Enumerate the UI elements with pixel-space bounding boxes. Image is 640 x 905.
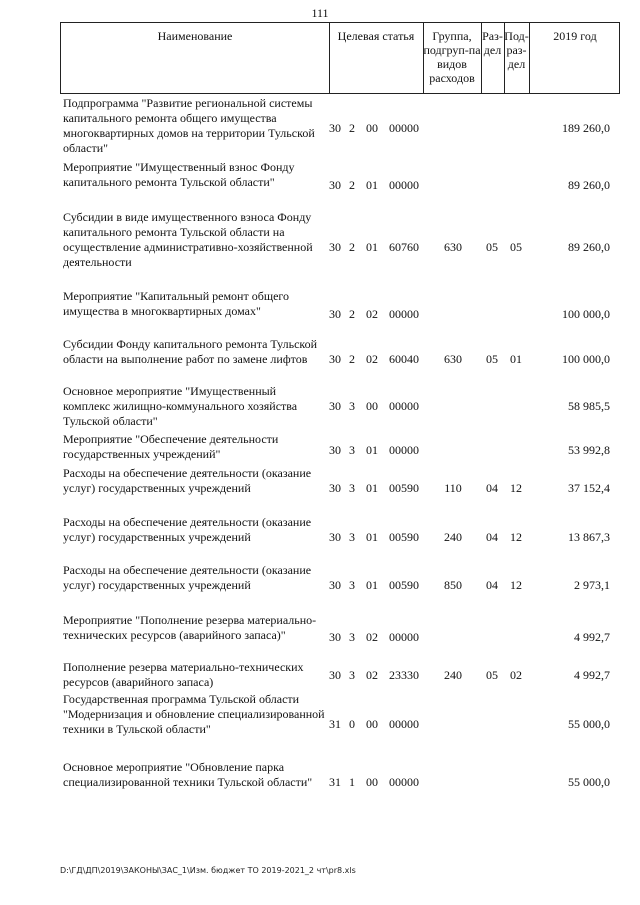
amount-2019: 189 260,0 [562, 121, 610, 135]
target-event-code: 00 [366, 399, 378, 413]
target-direction-code: 00000 [389, 307, 419, 321]
target-program-code: 30 [329, 121, 341, 135]
section-code: 05 [486, 668, 498, 682]
target-subprogram-code: 2 [349, 121, 355, 135]
header-section: Раз-дел [482, 29, 503, 57]
row-name: Подпрограмма "Развитие региональной системы капитального ремонта общего имущества многоквартирных домов на территории Тульской области" [63, 96, 315, 155]
target-event-code: 02 [366, 630, 378, 644]
target-event-code: 00 [366, 775, 378, 789]
target-subprogram-code: 3 [349, 530, 355, 544]
subsection-code: 12 [510, 481, 522, 495]
target-event-code: 01 [366, 178, 378, 192]
expense-group: 630 [444, 352, 462, 366]
section-code: 04 [486, 578, 498, 592]
target-subprogram-code: 3 [349, 443, 355, 457]
target-program-code: 31 [329, 775, 341, 789]
amount-2019: 100 000,0 [562, 307, 610, 321]
header-target-article: Целевая статья [337, 29, 415, 43]
target-subprogram-code: 3 [349, 481, 355, 495]
target-subprogram-code: 3 [349, 578, 355, 592]
target-program-code: 30 [329, 178, 341, 192]
target-subprogram-code: 2 [349, 178, 355, 192]
target-program-code: 30 [329, 578, 341, 592]
file-path-footer: D:\ГД\ДП\2019\ЗАКОНЫ\ЗАС_1\Изм. бюджет ТО 2019-2021_2 чт\pr8.xls [60, 866, 356, 875]
target-direction-code: 00000 [389, 443, 419, 457]
row-name: Мероприятие "Имущественный взнос Фонду капитального ремонта Тульской области" [63, 160, 295, 189]
target-direction-code: 60760 [389, 240, 419, 254]
target-event-code: 01 [366, 240, 378, 254]
expense-group: 240 [444, 668, 462, 682]
target-subprogram-code: 2 [349, 307, 355, 321]
target-subprogram-code: 2 [349, 240, 355, 254]
header-subsection: Под-раз-дел [504, 29, 529, 71]
target-event-code: 01 [366, 481, 378, 495]
section-code: 04 [486, 530, 498, 544]
expense-group: 110 [444, 481, 462, 495]
section-code: 04 [486, 481, 498, 495]
target-event-code: 02 [366, 352, 378, 366]
header-expense-group: Группа, подгруп-па видов расходов [423, 29, 481, 85]
target-event-code: 02 [366, 307, 378, 321]
row-name: Мероприятие "Пополнение резерва материально-технических ресурсов (аварийного запаса)" [63, 613, 317, 642]
row-name: Основное мероприятие "Обновление парка специализированной техники Тульской области" [63, 760, 313, 789]
target-program-code: 30 [329, 630, 341, 644]
target-direction-code: 00590 [389, 481, 419, 495]
subsection-code: 01 [510, 352, 522, 366]
target-subprogram-code: 3 [349, 630, 355, 644]
amount-2019: 4 992,7 [574, 668, 610, 682]
amount-2019: 89 260,0 [568, 178, 610, 192]
row-name: Субсидии Фонду капитального ремонта Тульской области на выполнение работ по замене лифтов [63, 337, 318, 366]
amount-2019: 55 000,0 [568, 775, 610, 789]
target-program-code: 30 [329, 307, 341, 321]
row-name: Мероприятие "Обеспечение деятельности государственных учреждений" [63, 432, 279, 461]
expense-group: 240 [444, 530, 462, 544]
target-subprogram-code: 2 [349, 352, 355, 366]
target-event-code: 01 [366, 578, 378, 592]
target-direction-code: 00590 [389, 578, 419, 592]
row-name: Пополнение резерва материально-технических ресурсов (аварийного запаса) [63, 660, 304, 689]
amount-2019: 37 152,4 [568, 481, 610, 495]
subsection-code: 12 [510, 530, 522, 544]
target-event-code: 01 [366, 443, 378, 457]
target-direction-code: 00000 [389, 399, 419, 413]
amount-2019: 13 867,3 [568, 530, 610, 544]
amount-2019: 55 000,0 [568, 717, 610, 731]
row-name: Мероприятие "Капитальный ремонт общего имущества в многоквартирных домах" [63, 289, 290, 318]
row-name: Государственная программа Тульской области "Модернизация и обновление специализированной техники в Тульской области" [63, 692, 325, 736]
section-code: 05 [486, 240, 498, 254]
target-direction-code: 00000 [389, 775, 419, 789]
amount-2019: 4 992,7 [574, 630, 610, 644]
target-direction-code: 00590 [389, 530, 419, 544]
target-program-code: 30 [329, 352, 341, 366]
section-code: 05 [486, 352, 498, 366]
target-event-code: 02 [366, 668, 378, 682]
target-subprogram-code: 0 [349, 717, 355, 731]
header-year: 2019 год [553, 29, 597, 43]
amount-2019: 53 992,8 [568, 443, 610, 457]
row-name: Субсидии в виде имущественного взноса Фонду капитального ремонта Тульской области на осуществление административно-хозяйственной деятельности [63, 210, 313, 269]
target-direction-code: 00000 [389, 121, 419, 135]
target-program-code: 30 [329, 481, 341, 495]
page-number: 111 [311, 6, 329, 20]
target-subprogram-code: 1 [349, 775, 355, 789]
target-subprogram-code: 3 [349, 668, 355, 682]
row-name: Расходы на обеспечение деятельности (оказание услуг) государственных учреждений [63, 466, 312, 495]
subsection-code: 05 [510, 240, 522, 254]
row-name: Расходы на обеспечение деятельности (оказание услуг) государственных учреждений [63, 563, 312, 592]
target-direction-code: 60040 [389, 352, 419, 366]
target-event-code: 00 [366, 121, 378, 135]
amount-2019: 89 260,0 [568, 240, 610, 254]
table-header [60, 22, 620, 94]
target-program-code: 30 [329, 240, 341, 254]
target-direction-code: 00000 [389, 717, 419, 731]
subsection-code: 12 [510, 578, 522, 592]
target-direction-code: 00000 [389, 630, 419, 644]
subsection-code: 02 [510, 668, 522, 682]
target-event-code: 01 [366, 530, 378, 544]
target-event-code: 00 [366, 717, 378, 731]
target-program-code: 30 [329, 399, 341, 413]
amount-2019: 100 000,0 [562, 352, 610, 366]
target-program-code: 30 [329, 530, 341, 544]
target-program-code: 31 [329, 717, 341, 731]
row-name: Основное мероприятие "Имущественный комплекс жилищно-коммунального хозяйства Тульской области" [63, 384, 298, 428]
row-name: Расходы на обеспечение деятельности (оказание услуг) государственных учреждений [63, 515, 312, 544]
amount-2019: 2 973,1 [574, 578, 610, 592]
expense-group: 850 [444, 578, 462, 592]
target-program-code: 30 [329, 443, 341, 457]
amount-2019: 58 985,5 [568, 399, 610, 413]
target-program-code: 30 [329, 668, 341, 682]
target-subprogram-code: 3 [349, 399, 355, 413]
target-direction-code: 00000 [389, 178, 419, 192]
header-name: Наименование [157, 29, 233, 43]
target-direction-code: 23330 [389, 668, 419, 682]
expense-group: 630 [444, 240, 462, 254]
